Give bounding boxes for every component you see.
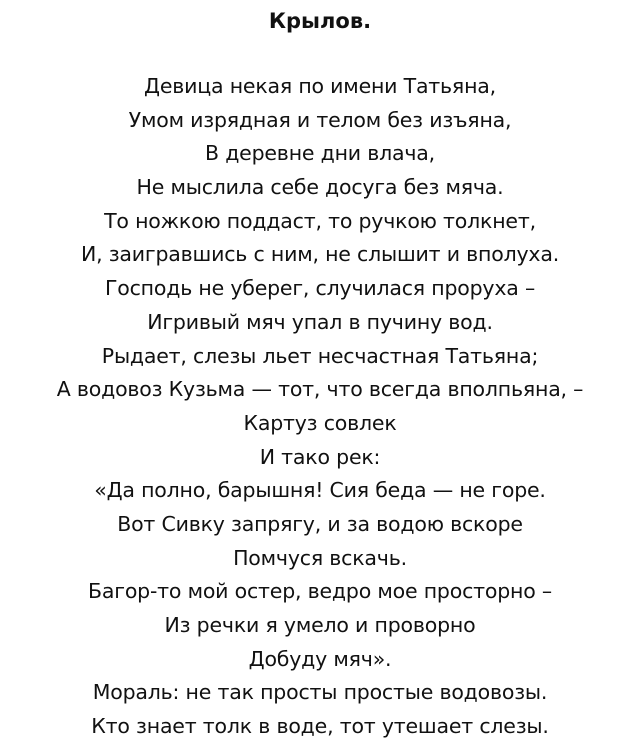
poem-line: Из речки я умело и проворно [164,613,476,637]
title-spacer [0,36,640,70]
poem-line: «Да полно, барышня! Сия беда — не горе. [94,478,546,503]
poem-line: И, заигравшись с ним, не слышит и вполуха. [80,242,560,267]
poem-body [0,70,640,744]
poem-line: Картуз совлек [243,410,397,435]
poem-line: Игривый мяч упал в пучину вод. [147,309,493,334]
poem-line: Помчуся вскачь. [233,545,407,570]
poem-line: Рыдает, слезы льет несчастная Татьяна; [101,343,539,368]
poem-line: А водовоз Кузьма — тот, что всегда вполпьяна, – [56,377,584,402]
poem-line: То ножкою поддаст, то ручкою толкнет, [104,208,536,233]
poem-line: Багор-то мой остер, ведро мое просторно – [88,579,552,604]
poem-line: Добуду мяч». [248,646,392,671]
poem-line: И тако рек: [259,444,381,469]
poem-line: Господь не уберег, случилася проруха – [104,276,536,301]
poem-line: Кто знает толк в воде, тот утешает слезы. [91,714,549,739]
poem-line: Не мыслила себе досуга без мяча. [136,175,504,200]
poem-line: Мораль: не так просты простые водовозы. [92,680,548,705]
poem-line: Вот Сивку запрягу, и за водою вскоре [117,511,523,536]
poem-title: Крылов. [268,9,372,33]
poem-line: В деревне дни влача, [205,141,435,166]
poem-line: Умом изрядная и телом без изъяна, [128,107,512,132]
poem-line: Девица некая по имени Татьяна, [144,74,496,98]
